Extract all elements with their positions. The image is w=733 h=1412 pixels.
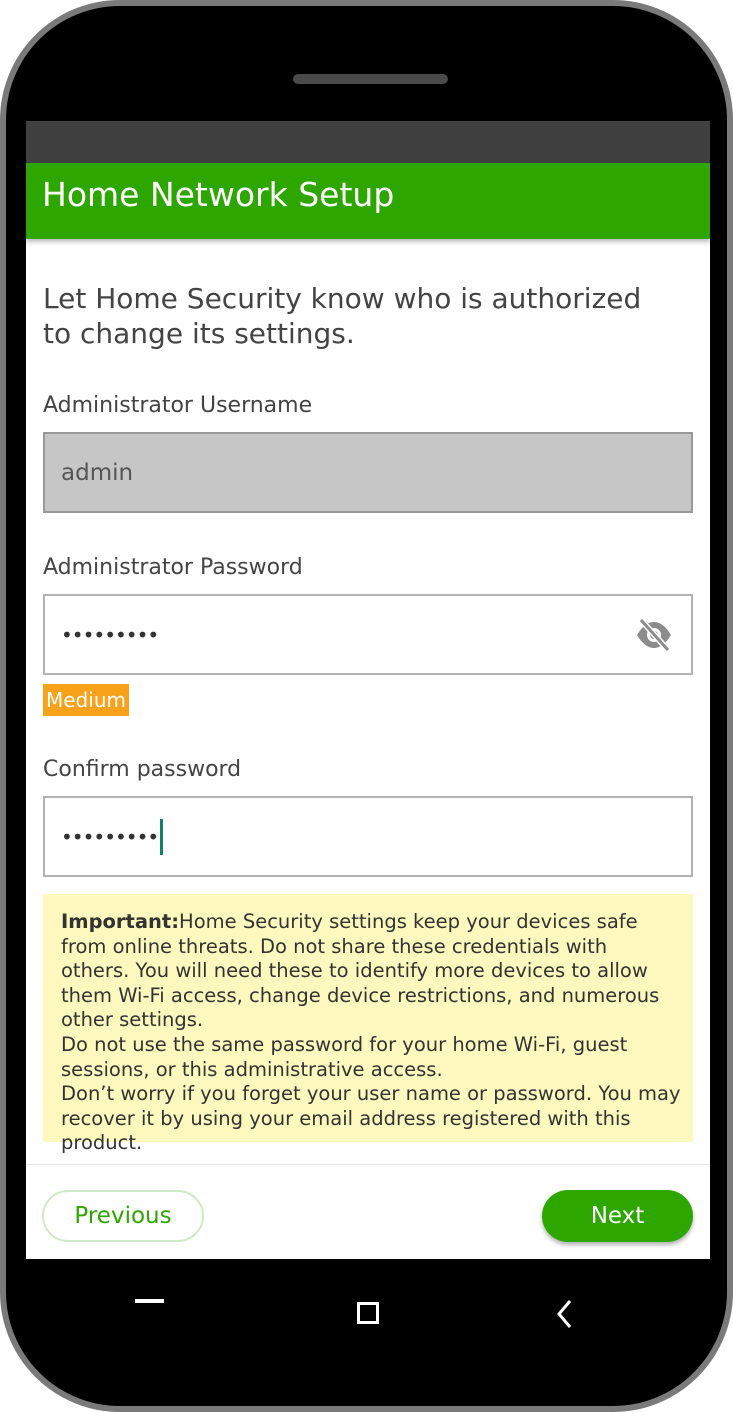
- confirm-password-value: [61, 798, 163, 875]
- intro-text: Let Home Security know who is authorized to change its settings.: [43, 282, 642, 350]
- notice-text-3: Don’t worry if you forget your user name or password. You may recover it by using your email address registered with this product.: [61, 1082, 681, 1155]
- footer-divider: [26, 1164, 710, 1165]
- confirm-label: Confirm password: [43, 757, 242, 782]
- home-square-icon[interactable]: [357, 1302, 379, 1324]
- password-label: Administrator Password: [43, 555, 303, 580]
- text-cursor: [160, 819, 163, 855]
- important-notice: [43, 894, 693, 1155]
- android-nav-bar: [0, 1260, 733, 1370]
- status-bar: [26, 121, 710, 163]
- app-screen: [26, 121, 710, 1259]
- page-title: Home Network Setup: [42, 175, 395, 214]
- app-bar: [26, 163, 710, 239]
- username-field[interactable]: [43, 432, 693, 513]
- password-strength-badge: Medium: [43, 684, 129, 716]
- notice-paragraph-1: [61, 910, 681, 1033]
- eye-off-icon[interactable]: [635, 617, 673, 653]
- username-value: admin: [61, 459, 134, 486]
- next-button[interactable]: Next: [542, 1190, 693, 1242]
- previous-button[interactable]: Previous: [42, 1190, 204, 1242]
- confirm-password-dots: •••••••••: [61, 824, 159, 849]
- recents-icon[interactable]: [135, 1299, 164, 1303]
- notice-bold-label: Important:: [61, 910, 180, 933]
- password-field[interactable]: [43, 594, 693, 675]
- username-label: Administrator Username: [43, 393, 313, 418]
- notice-text-1: Home Security settings keep your devices safe from online threats. Do not share these credentials with others. You will need these to identify more devices to allow them Wi-Fi access, change device restrictions, and numerous other settings.: [61, 910, 660, 1032]
- phone-speaker: [293, 74, 448, 84]
- notice-text-2: Do not use the same password for your home Wi-Fi, guest sessions, or this administrative access.: [61, 1032, 628, 1081]
- confirm-password-field[interactable]: [43, 796, 693, 877]
- back-chevron-icon[interactable]: [555, 1298, 575, 1330]
- password-value: •••••••••: [61, 622, 159, 647]
